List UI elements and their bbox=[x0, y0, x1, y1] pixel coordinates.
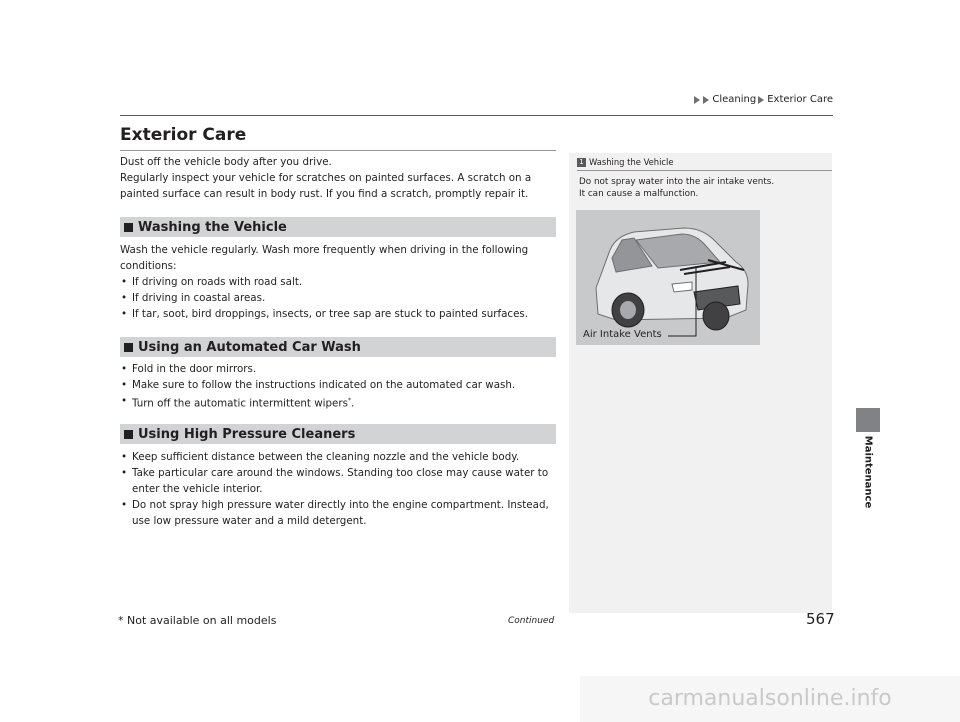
list-item: • Do not spray high pressure water directly into the engine compartment. Instead, use low pressure water and a mild detergent. bbox=[121, 499, 549, 527]
footnote-asterisk: * bbox=[348, 397, 351, 404]
breadcrumb-item-exterior-care[interactable]: Exterior Care bbox=[767, 94, 833, 105]
note-heading bbox=[577, 157, 674, 167]
section-title: Washing the Vehicle bbox=[138, 219, 287, 235]
note-heading-text[interactable]: Washing the Vehicle bbox=[589, 157, 674, 167]
note-divider bbox=[577, 170, 832, 171]
breadcrumb-arrow-icon bbox=[694, 96, 700, 104]
maintenance-tab-label[interactable]: Maintenance bbox=[862, 435, 874, 509]
breadcrumb-item-cleaning[interactable]: Cleaning bbox=[712, 94, 757, 105]
intro-paragraph bbox=[120, 154, 560, 202]
list-item: • Fold in the door mirrors. bbox=[121, 363, 257, 375]
bullet-icon: • bbox=[121, 308, 128, 320]
section-title: Using an Automated Car Wash bbox=[138, 339, 361, 355]
bullet-icon: • bbox=[121, 363, 128, 375]
footnote: * Not available on all models bbox=[118, 614, 277, 627]
list-item: • If driving in coastal areas. bbox=[121, 292, 266, 304]
breadcrumb-arrow-icon bbox=[758, 96, 764, 104]
intro-line: Regularly inspect your vehicle for scratches on painted surfaces. A scratch on a bbox=[120, 172, 532, 184]
bullet-icon: • bbox=[121, 499, 128, 511]
section-title: Using High Pressure Cleaners bbox=[138, 426, 356, 442]
watermark: carmanualsonline.info bbox=[580, 676, 960, 722]
list-item: • If tar, soot, bird droppings, insects, or tree sap are stuck to painted surfaces. bbox=[121, 308, 529, 320]
intro-line: Dust off the vehicle body after you drive. bbox=[120, 156, 332, 168]
title-divider bbox=[120, 150, 556, 151]
note-number-icon: 1 bbox=[577, 158, 586, 167]
intro-line: painted surface can result in body rust. If you find a scratch, promptly repair it. bbox=[120, 188, 529, 200]
washing-line: conditions: bbox=[120, 260, 177, 272]
car-illustration bbox=[576, 210, 760, 345]
breadcrumb bbox=[694, 94, 833, 105]
page-title: Exterior Care bbox=[120, 125, 247, 145]
automated-bullet-list bbox=[120, 361, 560, 411]
note-line: It can cause a malfunction. bbox=[579, 189, 699, 199]
section-square-icon bbox=[124, 343, 133, 352]
page-number: 567 bbox=[806, 610, 835, 628]
list-item: • Keep sufficient distance between the cleaning nozzle and the vehicle body. bbox=[121, 451, 520, 463]
bullet-icon: • bbox=[121, 451, 128, 463]
washing-bullet-list bbox=[120, 274, 560, 322]
note-line: Do not spray water into the air intake vents. bbox=[579, 177, 775, 187]
car-illustration-icon bbox=[576, 210, 760, 345]
section-square-icon bbox=[124, 430, 133, 439]
maintenance-tab-marker[interactable] bbox=[856, 408, 880, 432]
bullet-icon: • bbox=[121, 276, 128, 288]
bullet-icon: • bbox=[121, 467, 128, 479]
section-header-washing bbox=[120, 217, 556, 237]
high-pressure-bullet-list bbox=[120, 449, 560, 529]
bullet-icon: • bbox=[121, 379, 128, 391]
list-item: • Make sure to follow the instructions indicated on the automated car wash. bbox=[121, 379, 516, 391]
list-item: • Take particular care around the windows. Standing too close may cause water to enter the vehicle interior. bbox=[121, 467, 549, 495]
air-intake-vents-label: Air Intake Vents bbox=[583, 329, 662, 340]
bullet-icon: • bbox=[121, 292, 128, 304]
list-item: • Turn off the automatic intermittent wipers*. bbox=[121, 395, 355, 410]
section-header-high-pressure bbox=[120, 424, 556, 444]
washing-line: Wash the vehicle regularly. Wash more frequently when driving in the following bbox=[120, 244, 529, 256]
section-header-automated-wash bbox=[120, 337, 556, 357]
breadcrumb-arrow-icon bbox=[703, 96, 709, 104]
list-item: • If driving on roads with road salt. bbox=[121, 276, 303, 288]
washing-paragraph bbox=[120, 242, 560, 274]
header-divider bbox=[120, 115, 833, 116]
section-square-icon bbox=[124, 223, 133, 232]
bullet-icon: • bbox=[121, 395, 128, 407]
continued-label: Continued bbox=[508, 616, 555, 626]
